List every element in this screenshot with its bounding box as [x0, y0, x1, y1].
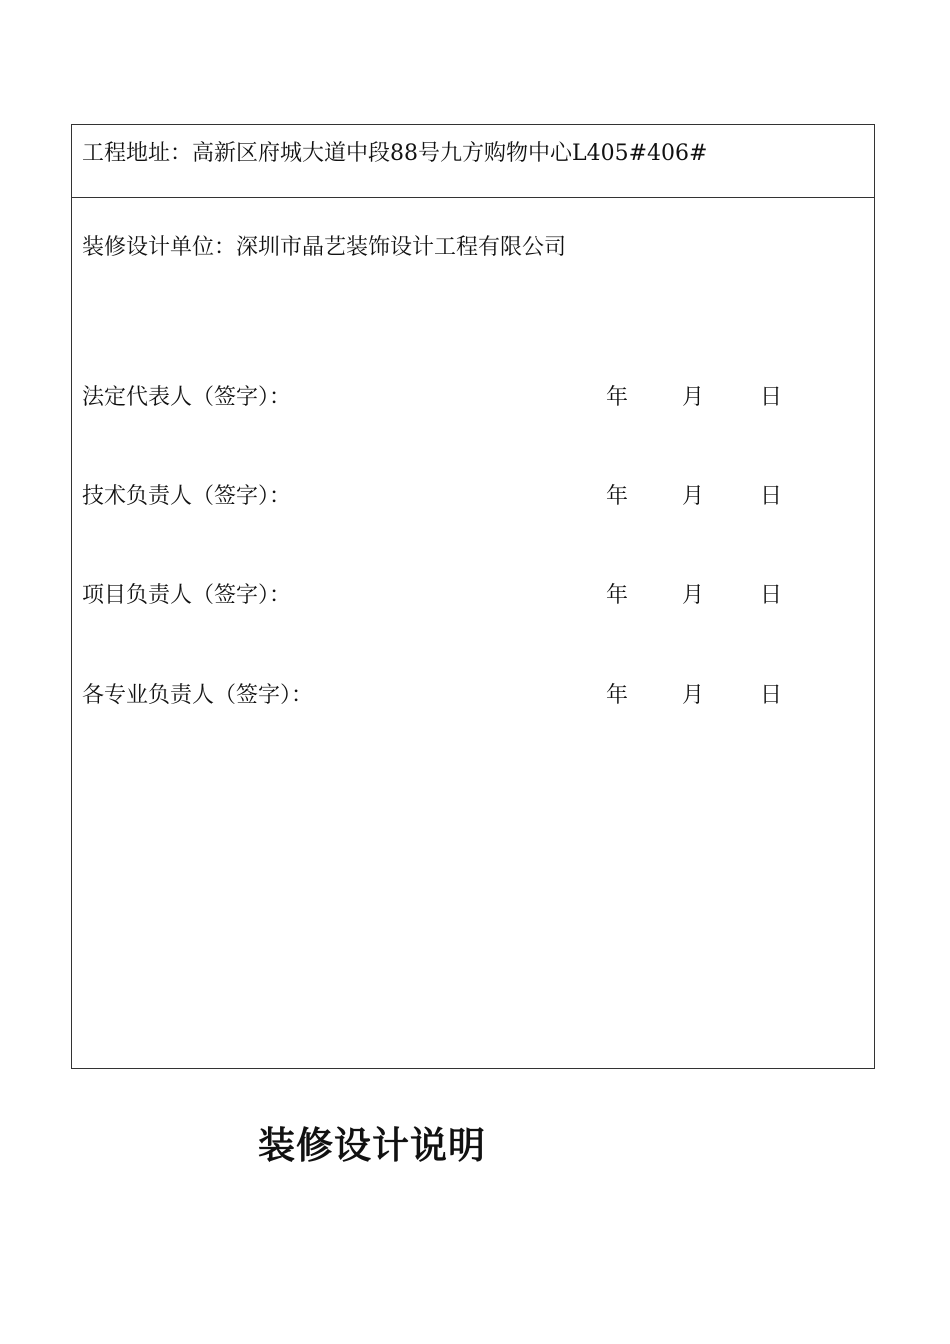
signature-label: 各专业负责人（签字）：	[82, 683, 314, 708]
date-month: 月	[682, 683, 705, 708]
signature-label: 项目负责人（签字）：	[82, 583, 292, 608]
address-row	[72, 125, 874, 198]
date-year: 年	[606, 583, 629, 608]
design-unit: 装修设计单位：深圳市晶艺装饰设计工程有限公司	[82, 235, 567, 260]
date-day: 日	[760, 484, 783, 509]
date-day: 日	[760, 385, 783, 410]
date-month: 月	[682, 484, 705, 509]
section-heading: 装修设计说明	[258, 1124, 486, 1167]
date-month: 月	[682, 583, 705, 608]
signature-row-technical-lead	[82, 482, 862, 512]
date-day: 日	[760, 683, 783, 708]
date-year: 年	[606, 683, 629, 708]
date-year: 年	[606, 385, 629, 410]
project-address: 工程地址：高新区府城大道中段88号九方购物中心L405#406#	[82, 141, 708, 166]
signature-row-discipline-leads	[82, 681, 862, 711]
signature-label: 技术负责人（签字）：	[82, 484, 292, 509]
date-day: 日	[760, 583, 783, 608]
date-month: 月	[682, 385, 705, 410]
signature-row-legal-representative	[82, 383, 862, 413]
signature-row-project-lead	[82, 581, 862, 611]
signature-label: 法定代表人（签字）：	[82, 385, 292, 410]
signature-form-box	[71, 124, 875, 1069]
date-year: 年	[606, 484, 629, 509]
